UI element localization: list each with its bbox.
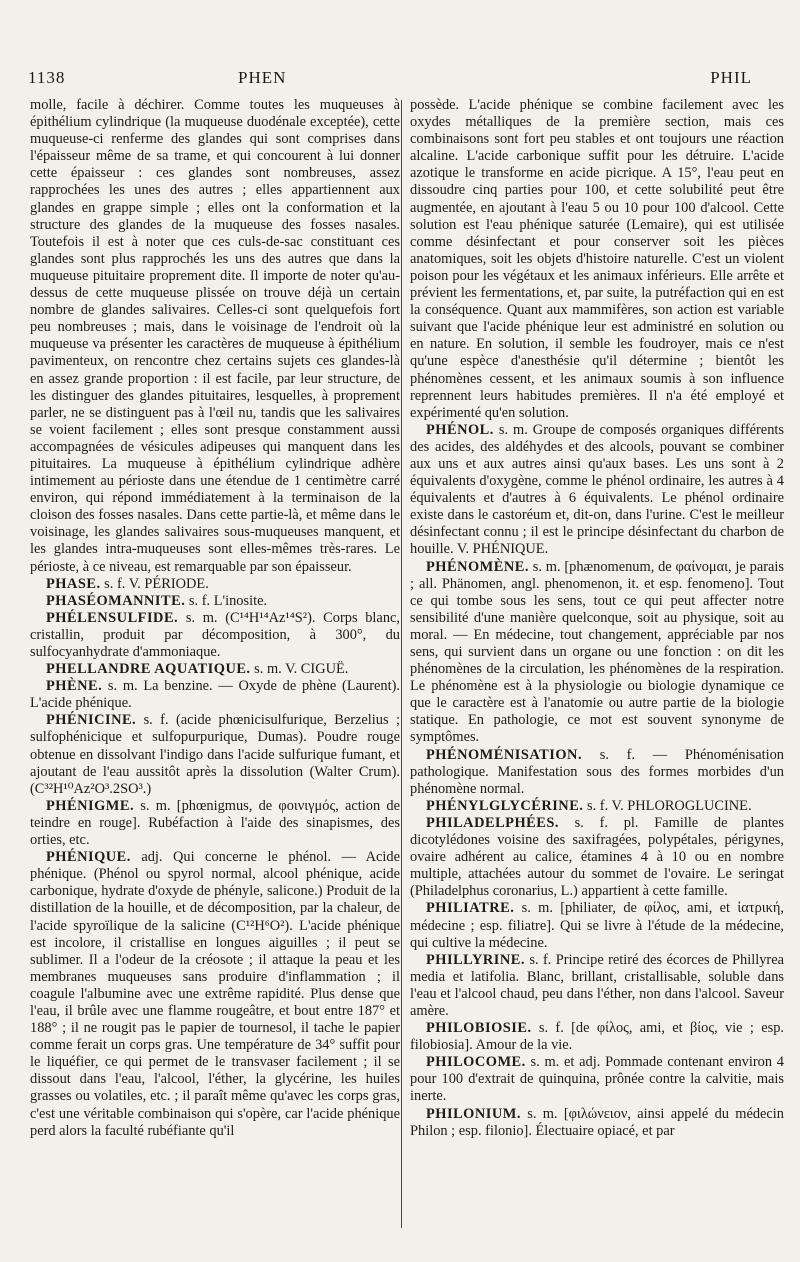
headword: PHILLYRINE. [426, 951, 525, 968]
definition-text: s. f. V. PHLOROGLUCINE. [583, 797, 752, 814]
headword: PHÉNOMÈNE. [426, 558, 529, 575]
definition-text: s. f. Principe retiré des écorces de Phillyrea media et latifolia. Blanc, brillant, cristallisable, soluble dans l'eau et l'alcool chaud, peu dans l'éther, non dans l'alcool. Saveur amère. [410, 951, 784, 1019]
definition-text: s. m. La benzine. — Oxyde de phène (Laurent). L'acide phénique. [30, 678, 400, 712]
headword: PHÉLENSULFIDE. [46, 609, 179, 626]
left-entry [30, 712, 400, 797]
left-entry [30, 661, 400, 678]
left-entry [30, 678, 400, 712]
right-entry [410, 747, 784, 798]
page-number: 1138 [28, 68, 66, 87]
definition-text: s. m. [phœnigmus, de φοινιγμός, action de teindre en rouge]. Rubéfaction à l'aide des sinapismes, des orties, etc. [30, 797, 400, 849]
headword: PHILIATRE. [426, 900, 515, 917]
definition-text: s. f. V. PÉRIODE. [100, 575, 209, 592]
left-guide-word: PHEN [238, 68, 287, 87]
definition-text: s. m. Groupe de composés organiques différents des acides, des aldéhydes et des alcools, pouvant se combiner aux uns et aux autres ainsi qu'aux bases. Les uns sont à 2 équivalents d'oxygène, comme le phénol ordinaire, les autres à 4 équivalents et d'autres à 6 équivalents. Le phénol ordinaire existe dans le castoréum et, dit-on, dans l'urine. C'est le meilleur désinfectant connu ; il est le principe désinfectant du charbon de houille. V. PHÉNIQUE. [410, 421, 784, 558]
definition-text: s. m. [phænomenum, de φαίνομαι, je parais ; all. Phänomen, angl. phenomenon, it. et esp. fenomeno]. Tout ce qui tombe sous les sens, tout ce qui peut affecter notre sensibilité d'une manière quelconque, soit au physique, soit au moral. — En médecine, tout changement, appréciable par nos sens, qui survient dans un organe ou une fonction : on dit les phénomènes de la circulation, les phénomènes de la respiration. Le phénomène est à la physiologie ou biologie dynamique ce que le caractère est à l'anatomie ou autre partie de la biologie statique. En pathologie, ce mot est souvent synonyme de symptômes. [410, 558, 784, 746]
headword: PHILONIUM. [426, 1105, 521, 1122]
right-entry [410, 900, 784, 951]
headword: PHÈNE. [46, 678, 103, 695]
headword: PHÉNOL. [426, 421, 494, 438]
right-entry [410, 422, 784, 559]
left-entry [30, 593, 400, 610]
definition-text: s. f. [de φίλος, ami, et βίος, vie ; esp. filobiosia]. Amour de la vie. [410, 1020, 784, 1054]
definition-text: s. f. (acide phœnicisulfurique, Berzelius ; sulfophénicique et sulfopurpurique, Dumas). Poudre rouge obtenue en dissolvant l'indigo dans l'acide sulfurique fumant, et ajoutant de l'eau aussitôt après la dissolution (Walter Crum). (C³²H¹⁰Az²O³.2SO³.) [30, 712, 400, 797]
right-entry [410, 815, 784, 900]
headword: PHILADELPHÉES. [426, 814, 559, 831]
definition-text: s. m. V. CIGUË. [250, 661, 349, 678]
headword: PHASE. [46, 575, 101, 592]
right-entry [410, 1106, 784, 1140]
definition-text: s. m. [φιλώνειον, ainsi appelé du médecin Philon ; esp. filonio]. Électuaire opiacé, et par [410, 1105, 784, 1139]
left-column [30, 97, 400, 1237]
headword: PHILOBIOSIE. [426, 1020, 532, 1037]
headword: PHELLANDRE AQUATIQUE. [46, 661, 251, 678]
right-entry [410, 798, 784, 815]
headword: PHÉNIQUE. [46, 849, 131, 866]
left-entry [30, 576, 400, 593]
headword: PHÉNIGME. [46, 797, 135, 814]
definition-text: possède. L'acide phénique se combine facilement avec les oxydes métalliques de la première section, mais ces combinaisons sont fort peu stables et ont toujours une réaction alcaline. L'acide carbonique suffit pour les détruire. L'acide azotique le transforme en acide picrique. A 15°, l'eau peut en dissoudre cinq parties pour 100, et cette solubilité peut être augmentée, en ajoutant à l'eau 5 ou 10 pour 100 d'alcool. Cette solution est l'eau phénique saturée (Lemaire), qui est utilisée comme désinfectant et pour conserver soit les pièces anatomiques, soit les objets d'histoire naturelle. C'est un violent poison pour les végétaux et les animaux inférieurs. Elle arrête et prévient les fermentations, et, par suite, la putréfaction qui en est la conséquence. Quant aux mammifères, son action est variable suivant que l'acide phénique leur est administré en solution ou en nature. En solution, il semble les foudroyer, mais ce n'est qu'une espèce d'anesthésie qu'il détermine ; bientôt les phénomènes cessent, et les animaux soumis à son influence reprennent leurs habitudes premières. Il n'a été employé et expérimenté qu'en solution. [410, 97, 784, 421]
definition-text: s. m. et adj. Pommade contenant environ 4 pour 100 d'extrait de quinquina, prônée contre la calvitie, mais inerte. [410, 1054, 784, 1105]
definition-text: molle, facile à déchirer. Comme toutes les muqueuses à épithélium cylindrique (la muqueuse duodénale exceptée), cette muqueuse-ci renferme des glandes qui sont comprises dans l'épaisseur même de sa trame, et qui concourent à lui donner cette épaisseur : ces glandes sont nombreuses, assez rapprochées les unes des autres ; elles appartiennent aux glandes en grappe simple ; elles ont la conformation et la structure des glandes de la muqueuse des fosses nasales. Toutefois il est à noter que ces culs-de-sac constituant ces glandes sont plus rapprochés les uns des autres que dans la muqueuse pituitaire proprement dite. Il importe de noter qu'au-dessus de cette muqueuse plissée on trouve déjà un certain nombre de glandes salivaires. Celles-ci sont quelquefois fort peu nombreuses ; mais, dans le voisinage de l'endroit où la muqueuse va présenter les caractères de muqueuse à épithélium pavimenteux, on rencontre chez certains sujets ces glandes-là en assez grande proportion : il est facile, par leur structure, de les distinguer des glandes pituitaires, lesquelles, à proprement parler, ne se distinguent pas à l'œil nu, tandis que les salivaires se voient facilement ; elles sont presque constamment aussi accompagnées de vésicules adipeuses qui manquent dans les pituitaires. La muqueuse à épithélium cylindrique adhère intimement au périoste dans une étendue de 1 centimètre carré environ, qui répond immédiatement à la terminaison de la cloison des fosses nasales. Dans cette partie-là, et même dans le voisinage, les glandes salivaires sous-muqueuses manquent, et les glandes intra-muqueuses sont elles-mêmes très-rares. Le périoste, à ce niveau, est remarquable par son épaisseur. [30, 97, 400, 575]
definition-text: s. f. pl. Famille de plantes dicotylédones voisine des saxifragées, polypétales, périgynes, ovaire adhérent au calice, étamines 4 à 10 ou en nombre multiple, attachées autour du sommet de l'ovaire. Le seringat (Philadelphus coronarius, L.) appartient à cette famille. [410, 814, 784, 900]
definition-text: s. m. [philiater, de φίλος, ami, et ἰατρική, médecine ; esp. filiatre]. Qui se livre à l'étude de la médecine, qui cultive la médecine. [410, 900, 784, 951]
headword: PHÉNOMÉNISATION. [426, 746, 583, 763]
right-entry [410, 559, 784, 747]
column-divider [401, 100, 402, 1228]
right-entry [410, 1020, 784, 1054]
right-entry [410, 952, 784, 1020]
right-guide-word: PHIL [710, 68, 752, 87]
headword: PHÉNICINE. [46, 712, 137, 729]
right-continued-text [410, 97, 784, 422]
left-continued-text [30, 97, 400, 576]
definition-text: s. m. (C¹⁴H¹⁴Az¹⁴S²). Corps blanc, cristallin, produit par décomposition, à 300°, du sulfocyanhydrate d'ammoniaque. [30, 609, 400, 660]
definition-text: s. f. — Phénoménisation pathologique. Manifestation sous des formes morbides d'un phénomène normal. [410, 746, 784, 797]
headword: PHILOCOME. [426, 1054, 526, 1071]
running-header [28, 68, 772, 94]
definition-text: adj. Qui concerne le phénol. — Acide phénique. (Phénol ou spyrol normal, alcool phénique, acide carbonique, hydrate d'oxyde de phényle, salicone.) Produit de la distillation de la houille, et de décomposition, par la chaleur, de l'acide spyroïlique de la salicine (C¹²H⁶O²). L'acide phénique est incolore, il cristallise en longues aiguilles ; il peut se sublimer. Il a l'odeur de la créosote ; il attaque la peau et les membranes muqueuses sans produire d'inflammation ; il coagule l'albumine avec une extrême rapidité. Plus dense que l'eau, il brûle avec une flamme rougeâtre, et bout entre 187° et 188° ; il ne rougit pas le papier de tournesol, il tache le papier comme ferait un corps gras. Une température de 34° suffit pour le liquéfier, ce qui permet de le transvaser facilement ; il se dissout dans l'eau, l'alcool, l'éther, la glycérine, les huiles grasses ou volatiles, etc. ; il paraît même qu'avec les corps gras, c'est une véritable combinaison qui s'opère, car l'acide phénique perd alors la faculté rubéfiante qu'il [30, 849, 400, 1139]
left-entry [30, 610, 400, 661]
definition-text: s. f. L'inosite. [185, 592, 268, 609]
right-column [410, 97, 784, 1237]
headword: PHÉNYLGLYCÉRINE. [426, 797, 584, 814]
left-entry [30, 849, 400, 1140]
left-entry [30, 798, 400, 849]
right-entry [410, 1054, 784, 1105]
headword: PHASÉOMANNITE. [46, 592, 186, 609]
